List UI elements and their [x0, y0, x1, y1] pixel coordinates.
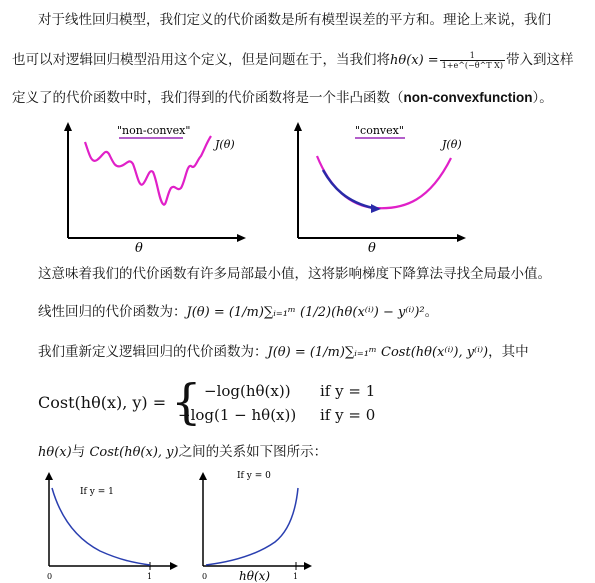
- nonconvex-axis-label: θ: [135, 241, 143, 256]
- nonconvex-curve: [85, 136, 211, 205]
- para3: [38, 302, 438, 323]
- para1-line3-pre: 定义了的代价函数中时，我们得到的代价函数将是一个非凸函数（: [12, 90, 404, 106]
- non-convex-term: non-convexfunction: [403, 90, 533, 105]
- para1-line2-pre: 也可以对逻辑回归模型沿用这个定义，但是问题在于，当我们将: [12, 52, 390, 68]
- y1-x0-tick: 0: [47, 572, 53, 581]
- para5-post: 之间的关系如下图所示：: [178, 444, 328, 460]
- sigmoid-denominator: 1+e^(−θ^T X): [441, 61, 503, 70]
- para5: [38, 442, 327, 463]
- para4: [38, 342, 529, 363]
- case1-cond: if y = 1: [320, 382, 376, 400]
- para5-mid: 与: [71, 444, 86, 460]
- case2-cond: if y = 0: [320, 406, 376, 424]
- cost-brace: {: [171, 374, 202, 430]
- y0-xlabel: hθ(x): [239, 569, 271, 583]
- y0-x1-tick: 1: [293, 572, 299, 581]
- cost-lhs: Cost(hθ(x), y) =: [38, 393, 167, 412]
- y1-x1-tick: 1: [147, 572, 153, 581]
- y0-label: If y = 0: [237, 471, 271, 481]
- para1-line2-post: 带入到这样: [505, 52, 574, 68]
- case1-expr: −log(hθ(x)): [204, 382, 291, 400]
- para5-formula-a: hθ(x): [38, 445, 72, 460]
- para1-line3: [12, 88, 553, 108]
- logistic-cost-formula: J(θ) = (1/m)∑ᵢ₌₁ᵐ Cost(hθ(x⁽ⁱ⁾), y⁽ⁱ⁾): [267, 345, 489, 360]
- para4-pre: 我们重新定义逻辑回归的代价函数为：: [38, 344, 268, 360]
- hypothesis-formula: hθ(x) =: [390, 53, 439, 68]
- cost-definition: [38, 374, 418, 430]
- y0-axes: [199, 472, 312, 570]
- para1-line3-post: ）。: [532, 90, 553, 106]
- gradient-descent-arrow: [323, 170, 373, 208]
- convexity-figure: [55, 118, 485, 256]
- y0-x0-tick: 0: [202, 572, 208, 581]
- para1-line2: [12, 50, 573, 71]
- convex-func-label: J(θ): [442, 138, 462, 151]
- convex-curve: [317, 156, 451, 208]
- cost-curves-figure: [30, 466, 320, 583]
- para3-pre: 线性回归的代价函数为：: [38, 304, 187, 320]
- sigmoid-numerator: 1: [440, 51, 505, 61]
- para1-line1: 对于线性回归模型，我们定义的代价函数是所有模型误差的平方和。理论上来说，我们: [38, 12, 551, 28]
- sigmoid-fraction: [440, 51, 505, 70]
- para4-post: ，其中: [488, 344, 529, 360]
- convex-axis-label: θ: [368, 241, 376, 256]
- y1-label: If y = 1: [80, 487, 114, 497]
- nonconvex-title: "non-convex": [117, 124, 191, 137]
- case2-expr: −log(1 − hθ(x)): [178, 406, 297, 424]
- y0-cost-curve: [206, 488, 298, 565]
- para2: 这意味着我们的代价函数有许多局部最小值，这将影响梯度下降算法寻找全局最小值。: [38, 266, 551, 282]
- convex-axes: [294, 122, 466, 242]
- linear-cost-formula: J(θ) = (1/m)∑ᵢ₌₁ᵐ (1/2)(hθ(x⁽ⁱ⁾) − y⁽ⁱ⁾)²: [186, 305, 425, 320]
- nonconvex-func-label: J(θ): [215, 138, 235, 151]
- convex-title: "convex": [355, 124, 404, 137]
- y1-cost-curve: [52, 488, 150, 565]
- para5-formula-b: Cost(hθ(x), y): [89, 445, 179, 460]
- para3-post: 。: [424, 304, 439, 320]
- gradient-descent-arrowhead: [371, 204, 381, 213]
